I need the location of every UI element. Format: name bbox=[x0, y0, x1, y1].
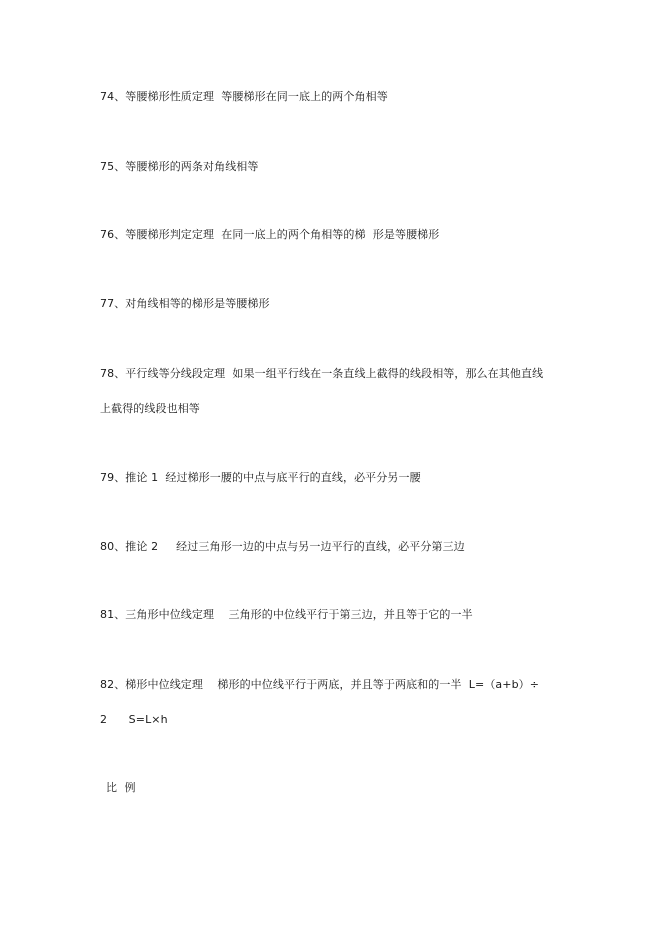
theorem-82-line-1: 82、梯形中位线定理 梯形的中位线平行于两底，并且等于两底和的一半 L=（a+b）÷ bbox=[100, 678, 540, 691]
theorem-81: 81、三角形中位线定理 三角形的中位线平行于第三边，并且等于它的一半 bbox=[100, 608, 473, 621]
theorem-75: 75、等腰梯形的两条对角线相等 bbox=[100, 160, 259, 173]
theorem-77: 77、对角线相等的梯形是等腰梯形 bbox=[100, 297, 270, 310]
theorem-78-line-2: 上截得的线段也相等 bbox=[100, 402, 200, 415]
section-heading: 比 例 bbox=[106, 781, 138, 794]
theorem-78-line-1: 78、平行线等分线段定理 如果一组平行线在一条直线上截得的线段相等，那么在其他直线 bbox=[100, 367, 544, 380]
theorem-74: 74、等腰梯形性质定理 等腰梯形在同一底上的两个角相等 bbox=[100, 90, 388, 103]
theorem-82-line-2: 2 S=L×h bbox=[100, 713, 168, 726]
theorem-76: 76、等腰梯形判定定理 在同一底上的两个角相等的梯 形是等腰梯形 bbox=[100, 228, 440, 241]
theorem-79: 79、推论 1 经过梯形一腰的中点与底平行的直线，必平分另一腰 bbox=[100, 471, 421, 484]
theorem-80: 80、推论 2 经过三角形一边的中点与另一边平行的直线，必平分第三边 bbox=[100, 540, 465, 553]
